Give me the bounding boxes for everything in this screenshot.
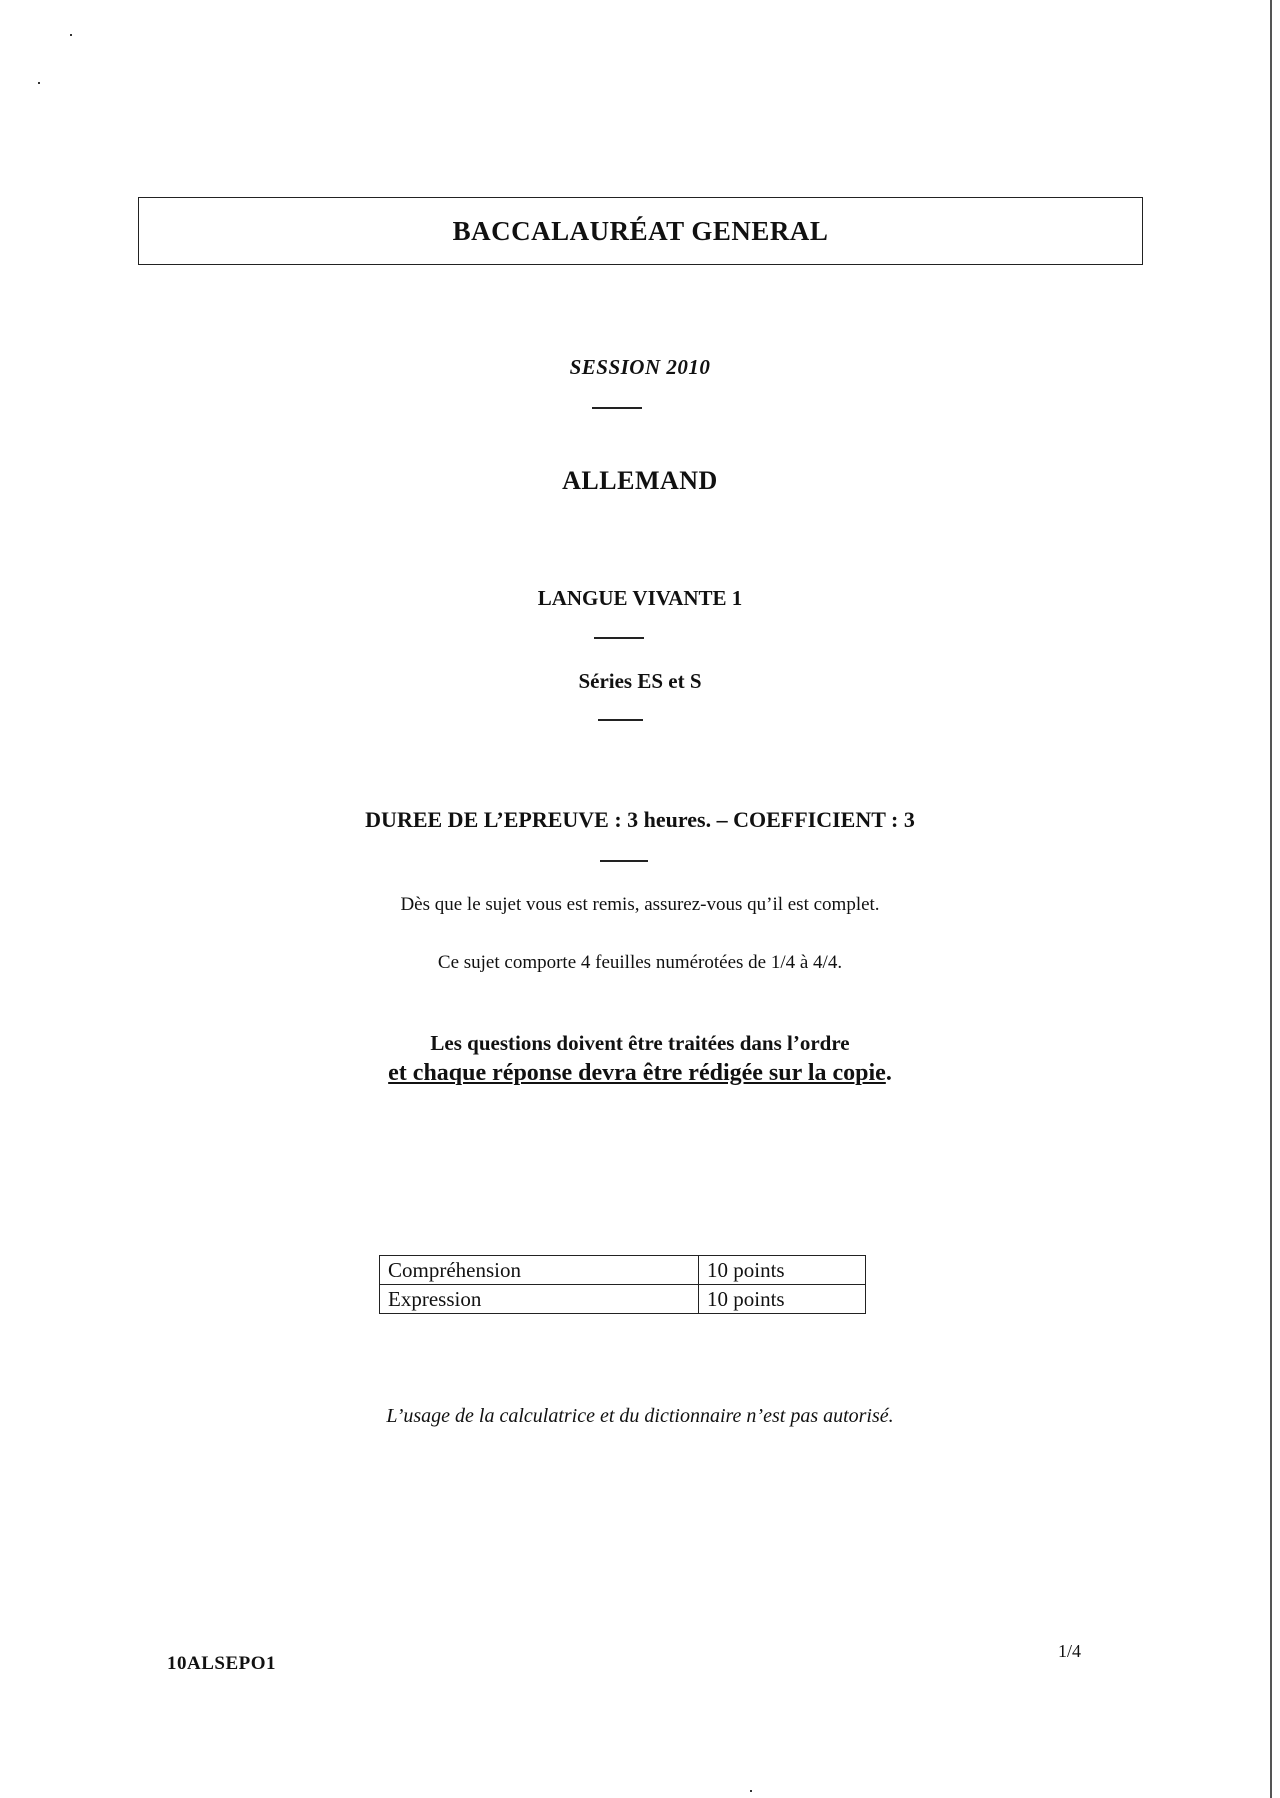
answer-instruction-period: . [885, 1060, 892, 1086]
instruction-pages: Ce sujet comporte 4 feuilles numérotées de 1/4 à 4/4. [437, 952, 843, 973]
exam-duration: DUREE DE L’EPREUVE : 3 heures. – COEFFICIENT : 3 [365, 807, 915, 832]
document-code: 10ALSEPO1 [167, 1653, 277, 1674]
score-part-cell: Compréhension [380, 1256, 699, 1285]
answer-instruction-line [0, 1060, 1280, 1087]
separator-dash [600, 860, 648, 862]
title-box [138, 197, 1143, 265]
score-points-cell: 10 points [699, 1285, 866, 1314]
page-number: 1/4 [1058, 1641, 1082, 1661]
score-table [379, 1255, 866, 1314]
series-label: Séries ES et S [578, 669, 702, 693]
table-row [380, 1256, 866, 1285]
separator-dash [594, 637, 644, 639]
subject-name: ALLEMAND [562, 466, 718, 495]
questions-order-line: Les questions doivent être traitées dans l’ordre [430, 1031, 850, 1055]
score-part-cell: Expression [380, 1285, 699, 1314]
scan-speck [750, 1790, 752, 1792]
exam-title: BACCALAURÉAT GENERAL [452, 216, 829, 246]
answer-instruction-text: et chaque réponse devra être rédigée sur la copie [388, 1060, 886, 1086]
instruction-complete: Dès que le sujet vous est remis, assurez-vous qu’il est complet. [400, 894, 880, 915]
scan-speck [70, 34, 72, 36]
separator-dash [592, 407, 642, 409]
separator-dash [598, 719, 643, 721]
language-level: LANGUE VIVANTE 1 [537, 586, 743, 610]
score-points-cell: 10 points [699, 1256, 866, 1285]
table-row [380, 1285, 866, 1314]
calculator-note: L’usage de la calculatrice et du dictionnaire n’est pas autorisé. [386, 1405, 894, 1427]
session-label: SESSION 2010 [569, 355, 711, 379]
scan-speck [38, 82, 40, 84]
